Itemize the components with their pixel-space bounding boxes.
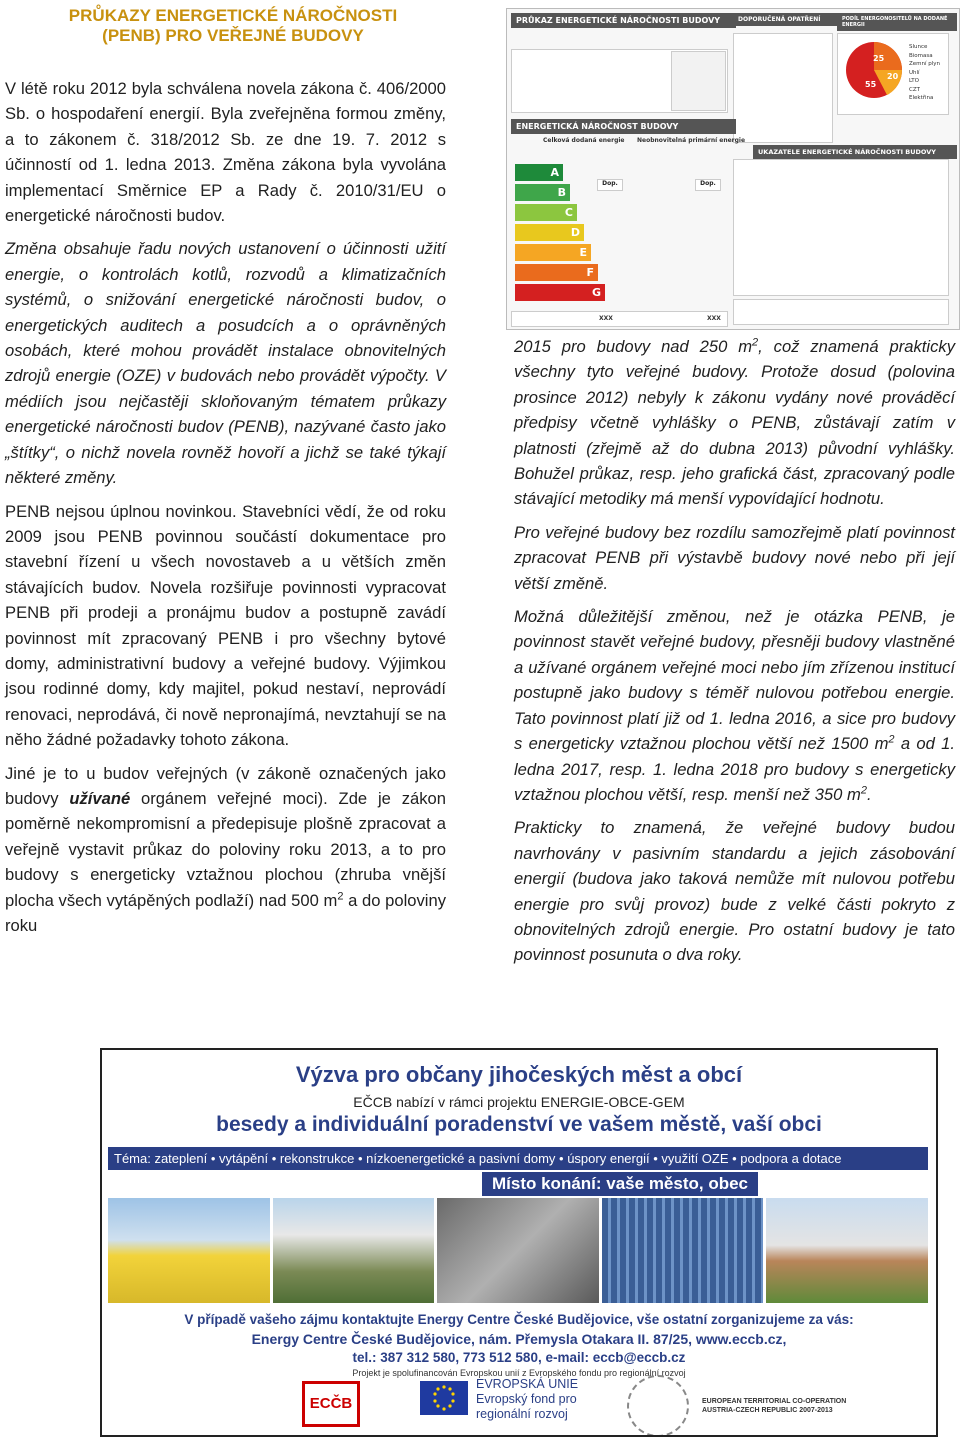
eu-flag-icon (420, 1381, 468, 1415)
paragraph-6: Pro veřejné budovy bez rozdílu samozřejmě platí povinnost zpracovat PENB při výstavbě budovy nové nebo při její větší změně. (514, 522, 955, 593)
energy-class-bar-c: C (515, 204, 577, 221)
building-photo-placeholder (671, 51, 726, 111)
energy-class-bar-a: A (515, 164, 563, 181)
total-value-1: XXX (599, 315, 613, 322)
superscript: 2 (888, 733, 895, 746)
paragraph-8: Prakticky to znamená, že veřejné budovy budou navrhovány v pasivním standardu a jejich zásobování energií (budova jako taková nemůže mít nulovou potřebu energie pro svůj provoz) bude z velké části pokryto z obnovitelných zdrojů energie. Pro ostatní budovy je tato povinnost posunuta o dva roky. (514, 818, 955, 965)
ad-headline-2: besedy a individuální poradenství ve vašem městě, vaší obci (216, 1113, 822, 1136)
section-title: ENERGETICKÁ NÁROČNOST BUDOVY (511, 119, 736, 134)
share-pie-chart (843, 39, 905, 101)
superscript: 2 (337, 890, 344, 903)
ad-contact-line-1: V případě vašeho zájmu kontaktujte Energy Centre České Budějovice, vše ostatní zorganizujeme za vás: (184, 1312, 854, 1327)
right-column (514, 334, 955, 976)
paragraph-3: PENB nejsou úplnou novinkou. Stavebníci vědí, že od roku 2009 jsou PENB povinnou součástí dokumentace pro stavební řízení u všech novostaveb a u větších změn stávajících budov. Novela rozšiřuje povinnosti vypracovat PENB při prodeji a pronájmu budov a postupně zavádí povinnost mít zpracovaný PENB i pro všechny bytové domy, administrativní budovy a veřejné budovy. Výjimkou jsou rodinné domy, kdy majitel, pokud nestaví, neprovádí renovaci, neprodává, či nově nepronajímá, nevztahují se na něho žádné požadavky tohoto zákona. (5, 501, 446, 750)
pie-legend (909, 43, 940, 103)
text-run: Jiné je to u budov veřejných (v zákoně označených jako budovy (5, 763, 446, 808)
cz-at-cooperation-logo (627, 1375, 689, 1437)
photo-passive-house (766, 1198, 928, 1303)
recommended-measures-title: DOPORUČENÁ OPATŘENÍ (733, 13, 841, 26)
etc-programme-text: EUROPEAN TERRITORIAL CO-OPERATION AUSTRIA-CZECH REPUBLIC 2007-2013 (702, 1398, 847, 1414)
total-row (511, 311, 728, 327)
text-run: Možná důležitější změnou, než je otázka PENB, je povinnost stavět veřejné budovy, přesněji budovy vlastněné a užívané orgánem veřejné moci nebo jím zřízenou institucí postupně jako budovy s téměř nulovou potřebou energie. Tato povinnost platí již od 1. ledna 2016, a sice pro budovy s energeticky vztažnou plochou větší než 1500 m (514, 607, 955, 754)
eu-stars-icon (420, 1381, 468, 1415)
text-run: , což znamená prakticky všechny tyto veřejné budovy. Protože dosud (polovina prosince 2012) nebyly k zákonu vydány nové prováděcí předpisy včetně vyhlášky o PENB, zůstávají zatím v platnosti (zřejmě až do dubna 2013) původní vyhlášky. Bohužel průkaz, resp. jeho grafická část, zpracovaný podle stávající metodiky má menší vypovídající hodnotu. (514, 337, 955, 509)
legend-item: Zemní plyn (909, 61, 941, 67)
eu-fund-text (476, 1377, 578, 1422)
legend-item: Biomasa (909, 52, 933, 59)
legend-item: Uhlí (909, 69, 920, 76)
measures-box (733, 33, 833, 143)
ad-photo-strip (108, 1198, 928, 1303)
text-run: a do poloviny roku (5, 890, 446, 935)
pie-label-3: 55 (865, 80, 877, 89)
issuer-box (733, 299, 949, 325)
ad-venue: Místo konání: vaše město, obec (482, 1172, 758, 1196)
legend-item: LTO (909, 78, 919, 84)
col-primary-energy: Neobnovitelná primární energie (637, 137, 746, 144)
eu-line-2: Evropský fond pro (476, 1392, 577, 1406)
text-run: 2015 pro budovy nad 250 m (514, 337, 753, 356)
energy-class-bar-f: F (515, 264, 598, 281)
energy-certificate-figure (506, 8, 960, 330)
eu-line-1: EVROPSKÁ UNIE (476, 1377, 579, 1391)
paragraph-7 (514, 604, 955, 807)
advertisement (100, 1048, 938, 1437)
eccb-logo: ECČB (302, 1381, 360, 1427)
photo-field (108, 1198, 270, 1303)
legend-item: CZT (909, 86, 920, 93)
ad-contact-line-3: tel.: 387 312 580, 773 512 580, e-mail: eccb@eccb.cz (352, 1350, 686, 1365)
title-line-1: PRŮKAZY ENERGETICKÉ NÁROČNOSTI (68, 6, 398, 25)
ad-topics: Téma: zateplení • vytápění • rekonstrukce • nízkoenergetické a pasivní domy • úspory energií • využití OZE • podpora a dotace (108, 1147, 928, 1170)
pie-label-2: 20 (887, 72, 899, 81)
superscript: 2 (860, 784, 867, 797)
pie-label-1: 25 (873, 54, 885, 63)
col-delivered-energy: Celková dodaná energie (543, 137, 625, 144)
eu-line-3: regionální rozvoj (476, 1407, 568, 1421)
legend-item: Elektřina (909, 95, 934, 101)
class-marker-primary: Dop. (695, 179, 721, 191)
left-column (5, 76, 446, 946)
legend-item: Slunce (909, 44, 928, 50)
paragraph-2: Změna obsahuje řadu nových ustanovení o účinnosti užití energie, o kontrolách kotlů, rozvodů a klimatizačních systémů, o snižování energetické náročnosti budov, o energetických auditech a posudcích a o oprávněných osobách, které mohou provádět instalace obnovitelných zdrojů energie (OZE) v budovách nebo provádět výpočty. V médiích jsou nejčastěji skloňovaným tématem průkazy energetické náročnosti budov (PENB), nazývané často jako „štítky“, o nichž novela rovněž hovoří a jichž se také týkají některé změny. (5, 239, 446, 488)
ad-funding-note: Projekt je spolufinancován Evropskou unií z Evropského fondu pro regionální rozvoj (352, 1368, 686, 1378)
paragraph-1: V létě roku 2012 byla schválena novela zákona č. 406/2000 Sb. o hospodaření energií. Byla zveřejněna formou změny, a to zákonem č. 318/2012 Sb. ze dne 19. 7. 2012 s účinností od 1. ledna 2013. Změna zákona byla vyvolána implementací Směrnice EP a Rady č. 2010/31/EU o energetické náročnosti budov. (5, 79, 446, 226)
total-value-2: XXX (707, 315, 721, 322)
indicators-box (733, 159, 949, 296)
text-run: orgánem veřejné moci). Zde je zákon poměrně nekompromisní a předepisuje plošně zpracovat a veřejně vystavit průkaz do poloviny roku 2013, a to pro budovy s energeticky vztažnou plochou (zhruba vnější plocha všech vytápěných podlaží) nad 500 m (5, 788, 446, 910)
class-marker-delivered: Dop. (597, 179, 623, 191)
ad-contact-line-2: Energy Centre České Budějovice, nám. Přemysla Otakara II. 87/25, www.eccb.cz, (251, 1331, 787, 1347)
article-title (38, 6, 428, 46)
paragraph-5 (514, 334, 955, 512)
energy-class-bar-g: G (515, 284, 605, 301)
certificate-title: PRŮKAZ ENERGETICKÉ NÁROČNOSTI BUDOVY (511, 13, 736, 28)
superscript: 2 (752, 336, 759, 349)
photo-house (273, 1198, 435, 1303)
ad-subheadline: EČCB nabízí v rámci projektu ENERGIE-OBCE-GEM (353, 1094, 685, 1110)
text-run: . (866, 784, 872, 804)
photo-solar-collectors (602, 1198, 764, 1303)
energy-class-bar-b: B (515, 184, 570, 201)
energy-share-title: PODÍL ENERGONOSITELŮ NA DODANÉ ENERGII (837, 13, 957, 31)
ad-logo-row (102, 1375, 936, 1435)
paragraph-4 (5, 761, 446, 939)
indicators-title: UKAZATELE ENERGETICKÉ NÁROČNOSTI BUDOVY (753, 145, 957, 159)
energy-class-bar-e: E (515, 244, 591, 261)
emphasis: užívané (69, 788, 131, 808)
ad-headline: Výzva pro občany jihočeských měst a obcí (295, 1062, 743, 1087)
photo-boiler (437, 1198, 599, 1303)
title-line-2: (PENB) PRO VEŘEJNÉ BUDOVY (102, 26, 364, 45)
text-run: a od 1. ledna 2017, resp. 1. ledna 2018 pro budovy s energeticky vztažnou plochou větší, resp. menší než 350 m (514, 734, 955, 804)
energy-class-bar-d: D (515, 224, 584, 241)
